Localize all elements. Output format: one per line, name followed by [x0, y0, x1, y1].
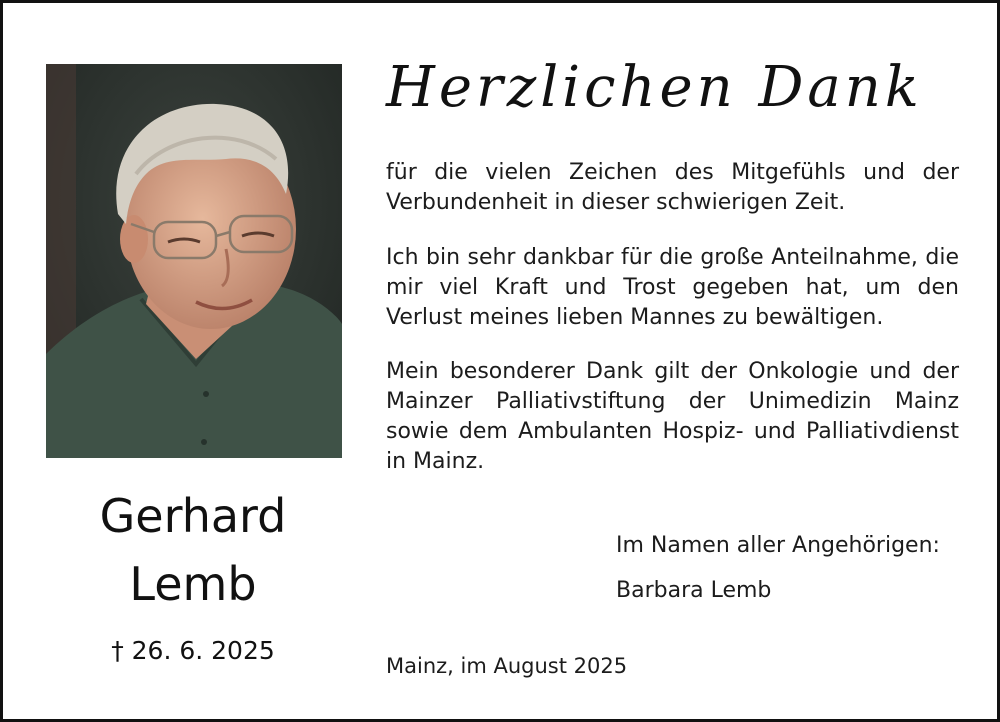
portrait-photo [46, 64, 342, 458]
paragraph-special-thanks: Mein besonderer Dank gilt der Onkologie und der Mainzer Palliativstiftung der Unimedizin Mainz sowie dem Ambulanten Hospiz- und Palliativdienst in Mainz. [386, 359, 959, 474]
place-and-date: Mainz, im August 2025 [386, 654, 628, 678]
signature-intro: Im Namen aller Angehörigen: [616, 533, 940, 558]
death-date: † 26. 6. 2025 [111, 636, 275, 665]
paragraph-gratitude: Ich bin sehr dankbar für die große Anteilnahme, die mir viel Kraft und Trost gegeben hat, um den Verlust meines lieben Mannes zu bewältigen. [386, 245, 959, 330]
portrait-image [46, 64, 342, 458]
signature-name: Barbara Lemb [616, 578, 772, 603]
heading: Herzlichen Dank [386, 55, 923, 120]
deceased-first-name: Gerhard [99, 489, 287, 543]
paragraph-thanks: für die vielen Zeichen des Mitgefühls und der Verbundenheit in dieser schwierigen Zeit. [386, 160, 959, 215]
deceased-last-name: Lemb [129, 557, 257, 611]
